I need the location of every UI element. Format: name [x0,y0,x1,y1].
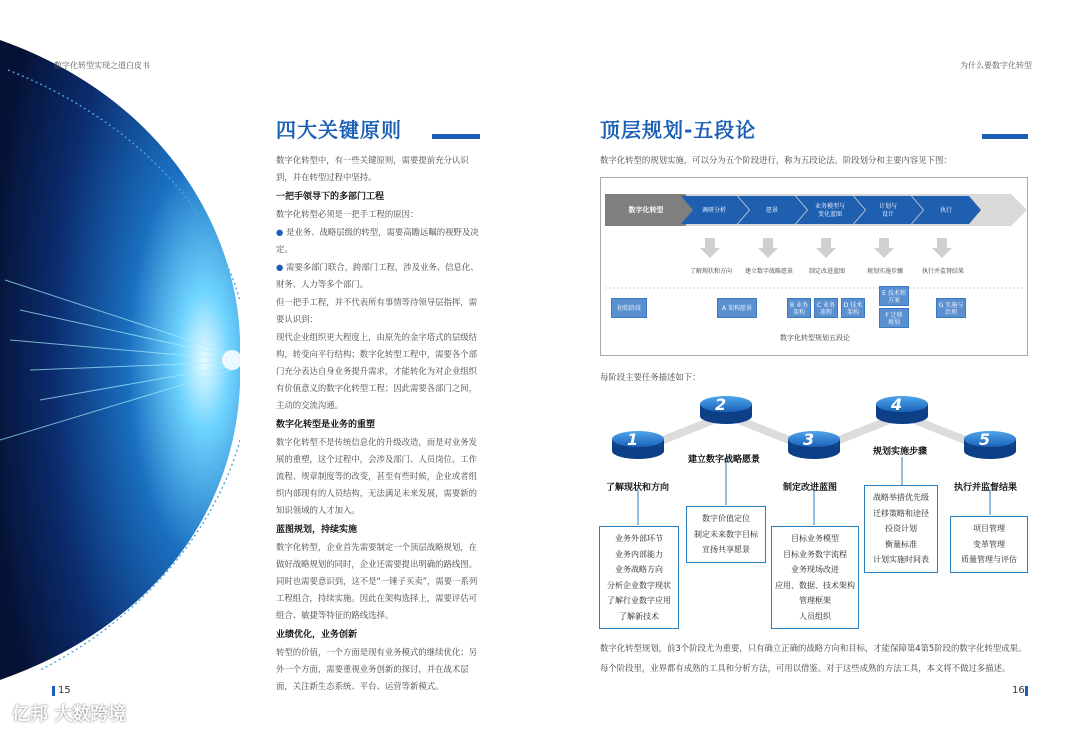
step-number: 1 [627,430,639,449]
task-list-box [599,526,679,629]
task-item: 战略举措优先级 [873,493,929,502]
task-item: 目标业务数字流程 [783,549,847,559]
left-page-title: 四大关键原则 [276,118,402,142]
task-item: 数字价值定位 [702,514,750,523]
framework-diagram [600,177,1028,356]
task-item: 制定未来数字目标 [694,529,758,539]
paragraph: 但一把手工程，并不代表所有事情等待领导层指挥，需要认识到： [276,297,477,324]
bullet-text: 需要多部门联合，跨部门工程，涉及业务、信息化、财务、人力等多个部门。 [276,262,479,289]
task-item: 计划实施时间表 [873,555,929,564]
stage-output-label: 制定改进蓝图 [808,268,845,275]
section-title-1: 一把手领导下的多部门工程 [276,192,385,202]
task-list-box [864,485,938,573]
task-item: 了解新技术 [619,611,659,621]
tasks-intro: 每阶段主要任务描述如下： [600,372,701,382]
phase-box: D 技术 架构 [841,298,865,318]
title-underline [432,134,480,139]
phase-box: E 技术和 方案 [879,286,909,306]
page-number-left: 15 [58,685,71,696]
step-number: 5 [979,430,991,449]
bullet-icon: ● [276,227,286,237]
step-label: 了解现状和方向 [606,483,670,493]
paragraph: 数字化转型必须是一把手工程的原因： [276,209,419,219]
paragraph: 同时也需要意识到，这不是“一锤子买卖”，需要一系列工程组合，持续实施。因此在架构选择上，需要评估可组合、敏捷等特征的路线选择。 [276,576,478,620]
page-marker [1025,686,1028,696]
paragraph: 数字化转型不是传统信息化的升级改造，而是对业务发展的重塑，这个过程中，会涉及部门、人员岗位、工作流程、规章制度等的改变，甚至有些时候，企业或者组织内部现有的人员结构，无法满足未来发展，需要新的知识领域的人才加入。 [276,437,477,515]
task-item: 业务现场改进 [791,565,839,574]
left-column [276,152,482,695]
step-label: 规划实施步骤 [873,447,928,457]
bullet-item [276,259,482,293]
task-list-box [771,526,859,629]
task-item: 分析企业数字现状 [607,580,671,590]
stage-label: 调研分析 [701,207,726,214]
task-item: 宣扬共享愿景 [702,545,750,554]
bullet-icon: ● [276,262,286,272]
diagram-start-label: 数字化转型 [628,206,664,214]
title-underline [982,134,1028,139]
task-item: 人员组织 [799,611,831,621]
stage-output-label: 规划实施步骤 [866,268,903,275]
phase-box: 初始阶段 [611,298,647,318]
phase-box: G 实施与 治理 [936,298,966,318]
stage-output-label: 了解现状和方向 [689,268,732,275]
step-number: 2 [715,395,727,414]
paragraph: 现代企业组织更大程度上，由原先的金字塔式的层级结构，转变向平行结构；数字化转型工程中，需要各个部门充分表达自身业务提升需求，才能转化为对企业组织有价值意义的数字化转型工程；因此需要各部门之间，主动的交流沟通。 [276,332,477,410]
stage-output-label: 执行并监督结果 [921,268,964,275]
cover-art-image [0,40,240,680]
intro-paragraph: 数字化转型中，有一些关键原则，需要提前充分认识到，并在转型过程中坚持。 [276,155,469,182]
step-number: 3 [803,430,815,449]
section-title-3: 蓝图规划，持续实施 [276,525,358,535]
phase-box: C 业务 流程 [814,298,838,318]
stage-label: 执行 [939,207,952,214]
task-item: 业务外部环节 [615,534,663,543]
task-item: 业务内部能力 [615,549,663,559]
phase-box: F 迁移 规划 [879,308,909,328]
task-item: 迁移策略和途径 [873,508,929,518]
step-label: 执行并监督结果 [954,483,1018,493]
right-intro: 数字化转型的规划实施，可以分为五个阶段进行，称为五段论法。阶段划分和主要内容见下图： [600,155,952,165]
header-right-text: 为什么要数字化转型 [960,61,1032,70]
task-item: 项目管理 [973,524,1005,533]
step-label: 建立数字战略愿景 [688,455,761,465]
section-title-4: 业绩优化，业务创新 [276,630,358,640]
paragraph: 数字化转型，企业首先需要制定一个顶层战略规划，在做好战略规划的同时，企业还需要提出明确的路线图。 [276,542,477,569]
task-item: 变革管理 [973,539,1005,549]
task-item: 业务战略方向 [615,565,663,574]
page-number-right: 16 [1012,685,1025,696]
task-item: 衡量标准 [885,539,917,549]
task-item: 了解行业数字应用 [607,596,671,605]
task-list-box [686,506,766,563]
bullet-text: 是业务、战略层级的转型，需要高瞻远瞩的视野及决定。 [276,227,479,254]
stage-label: 计划与 设计 [878,203,897,218]
watermark-logo: 亿邦 大数跨境 [12,704,127,725]
task-item: 目标业务模型 [791,534,839,543]
step-label: 制定改进蓝图 [783,483,838,493]
phase-box: B 业务 架构 [787,298,811,318]
step-number: 4 [891,395,903,414]
paragraph: 转型的价值，一个方面是现有业务模式的继续优化；另外一个方面，需要重视业务创新的探讨，并在战术层面，关注新生态系统、平台、运营等新模式。 [276,647,477,691]
task-item: 投资计划 [885,524,917,533]
footer-paragraph-1: 数字化转型规划，前3个阶段尤为重要，只有确立正确的战略方向和目标，才能保障第4第5阶段的数字化转型成果。 [600,643,1027,653]
stage-label: 愿景 [765,207,778,214]
diagram-caption: 数字化转型规划五段论 [780,334,850,342]
header-left-text: 数字化转型实现之道白皮书 [54,61,150,70]
bullet-item [276,224,482,258]
task-item: 质量管理与评估 [961,555,1017,564]
footer-paragraph-2: 每个阶段里，业界都有成熟的工具和分析方法，可用以借鉴。对于这些成熟的方法工具，本文将不做过多描述。 [600,663,1011,673]
task-item: 管理框架 [799,596,831,605]
page-marker [52,686,55,696]
phase-box: A 架构愿景 [717,298,757,318]
task-list-box [950,516,1028,573]
stage-output-label: 建立数字战略愿景 [744,268,793,275]
task-item: 应用、数据、技术架构 [775,580,855,590]
right-page-title: 顶层规划-五段论 [600,118,757,142]
stage-label: 业务模型与 变化蓝图 [814,203,845,218]
section-title-2: 数字化转型是业务的重塑 [276,420,376,430]
